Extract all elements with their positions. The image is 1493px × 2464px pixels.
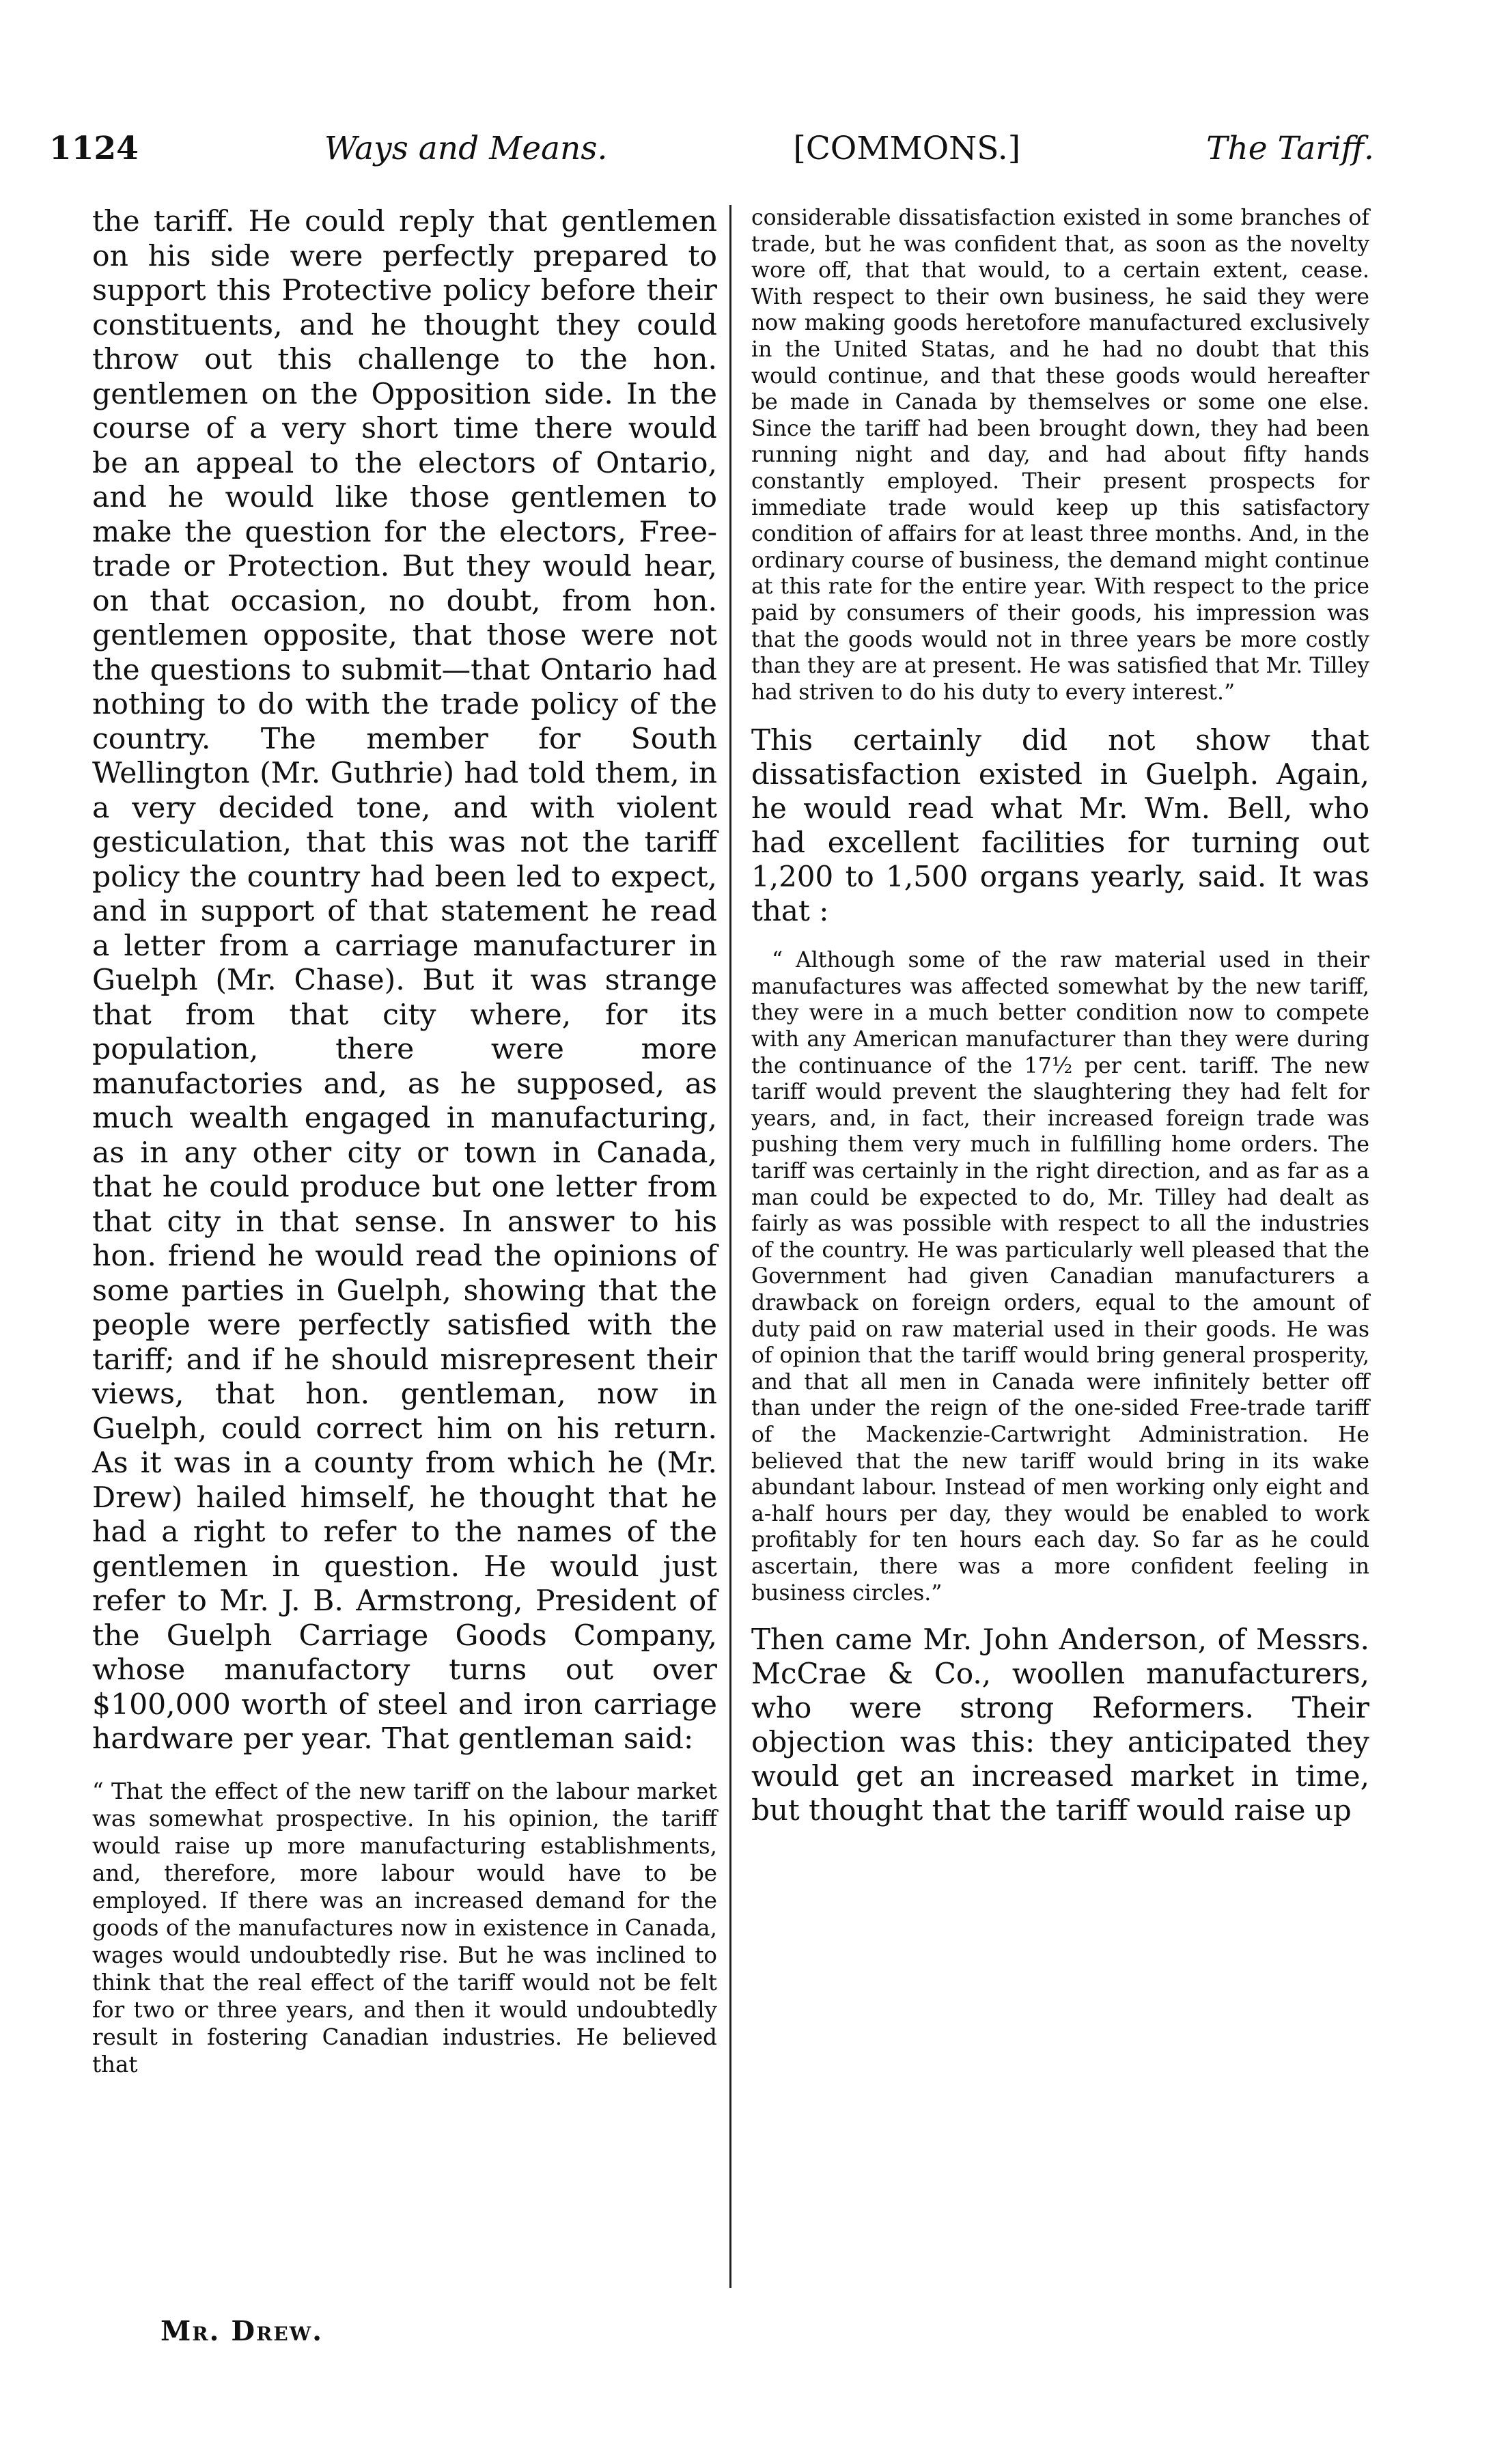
speaker-footer: Mr. Drew. xyxy=(161,2315,324,2347)
page-number: 1124 xyxy=(49,130,139,167)
right-paragraph-2: Then came Mr. John Anderson, of Messrs. McCrae & Co., woollen manufacturers, who were strong Reformers. Their objection was this: they anticipated they would get an increased market in time, but thought that the tariff would raise up xyxy=(751,1623,1369,1828)
left-column xyxy=(92,205,717,2078)
armstrong-quote-continued: considerable dissatisfaction existed in some branches of trade, but he was confident that, as soon as the novelty wore off, that that would, to a certain extent, cease. With respect to their own business, he said they were now making goods heretofore manufactured exclusively in the United Statas, and he had no doubt that this would continue, and that these goods would hereafter be made in Canada by themselves or some one else. Since the tariff had been brought down, they had been running night and day, and had about fifty hands constantly employed. Their present prospects for immediate trade would keep up this satisfactory condition of affairs for at least three months. And, in the ordinary course of business, the demand might continue at this rate for the entire year. With respect to the price paid by consumers of their goods, his impression was that the goods would not in three years be more costly than they are at present. He was satisfied that Mr. Tilley had striven to do his duty to every interest.” xyxy=(751,206,1369,705)
armstrong-quote: “ That the effect of the new tariff on the labour market was somewhat prospective. In his opinion, the tariff would raise up more manufacturing establishments, and, therefore, more labour would have to be employed. If there was an increased demand for the goods of the manufactures now in existence in Canada, wages would undoubtedly rise. But he was inclined to think that the real effect of the tariff would not be felt for two or three years, and then it would undoubtedly result in fostering Canadian industries. He believed that xyxy=(92,1778,717,2077)
right-column xyxy=(751,205,1369,1828)
topic-title: The Tariff. xyxy=(1206,130,1374,167)
right-paragraph-1: This certainly did not show that dissatisfaction existed in Guelph. Again, he would read what Mr. Wm. Bell, who had excellent facilities for turning out 1,200 to 1,500 organs yearly, said. It was that : xyxy=(751,723,1369,928)
page-header xyxy=(49,130,1374,184)
bell-quote: “ Although some of the raw material used in their manufactures was affected somewhat by the new tariff, they were in a much better condition now to compete with any American manufacturer than they were during the continuance of the 17½ per cent. tariff. The new tariff would prevent the slaughtering they had felt for years, and, in fact, their increased foreign trade was pushing them very much in fulfilling home orders. The tariff was certainly in the right direction, and as far as a man could be expected to do, Mr. Tilley had dealt as fairly as was possible with respect to all the industries of the country. He was particularly well pleased that the Government had given Canadian manufacturers a drawback on foreign orders, equal to the amount of duty paid on raw material used in their goods. He was of opinion that the tariff would bring general prosperity, and that all men in Canada were infinitely better off than under the reign of the one-sided Free-trade tariff of the Mackenzie-Cartwright Administration. He believed that the new tariff would bring in its wake abundant labour. Instead of men working only eight and a-half hours per day, they would be enabled to work profitably for ten hours each day. So far as he could ascertain, there was a more confident feeling in business circles.” xyxy=(751,948,1369,1606)
section-title: Ways and Means. xyxy=(324,130,608,167)
column-divider xyxy=(729,205,731,2288)
chamber-title: [COMMONS.] xyxy=(793,130,1021,167)
left-paragraph: the tariff. He could reply that gentlemen on his side were perfectly prepared to support this Protective policy before their constituents, and he thought they could throw out this challenge to the hon. gentlemen on the Opposition side. In the course of a very short time there would be an appeal to the electors of Ontario, and he would like those gentlemen to make the question for the electors, Free-trade or Protection. But they would hear, on that occasion, no doubt, from hon. gentlemen opposite, that those were not the questions to submit—that Ontario had nothing to do with the trade policy of the country. The member for South Wellington (Mr. Guthrie) had told them, in a very decided tone, and with violent gesticulation, that this was not the tariff policy the country had been led to expect, and in support of that statement he read a letter from a carriage manufacturer in Guelph (Mr. Chase). But it was strange that from that city where, for its population, there were more manufactories and, as he supposed, as much wealth engaged in manufacturing, as in any other city or town in Canada, that he could produce but one letter from that city in that sense. In answer to his hon. friend he would read the opinions of some parties in Guelph, showing that the people were perfectly satisfied with the tariff; and if he should misrepresent their views, that hon. gentleman, now in Guelph, could correct him on his return. As it was in a county from which he (Mr. Drew) hailed himself, he thought that he had a right to refer to the names of the gentlemen in question. He would just refer to Mr. J. B. Armstrong, President of the Guelph Carriage Goods Company, whose manufactory turns out over $100,000 worth of steel and iron carriage hardware per year. That gentleman said: xyxy=(92,205,717,1756)
